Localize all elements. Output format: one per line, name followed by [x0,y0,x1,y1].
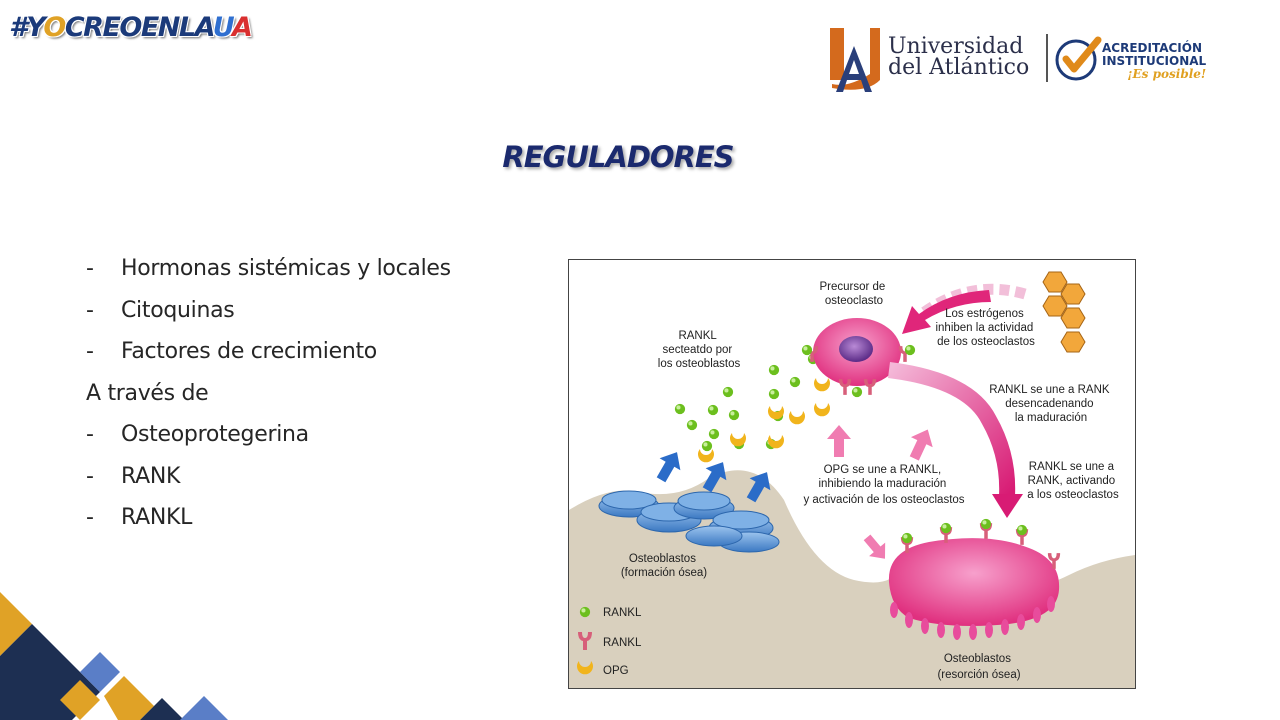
label-osteoclasts: Osteoblastos (resorción ósea) [937,653,1021,681]
list-dash: - [86,297,94,323]
list-item-text: RANKL [121,505,193,530]
hashtag-segment: CREOENLA [64,12,213,43]
list-subheading [86,377,451,419]
up-arrow-icon [651,446,688,486]
university-logo [826,22,1236,94]
regulators-list [86,252,451,543]
accreditation-badge [1102,42,1206,81]
label-precursor: Precursor de osteoclasto [819,281,886,307]
list-item-text: A través de [86,380,209,406]
green-dot-icon [580,607,590,617]
list-item-text: Hormonas sistémicas y locales [121,256,451,281]
list-dash: - [86,339,94,364]
list-item-text: Citoquinas [121,297,235,323]
hashtag-segment: O [43,12,65,43]
list-item [86,294,451,336]
legend-label: RANKL [603,607,642,619]
rank-rankl-opg-diagram [568,259,1136,689]
label-rankl-activate: RANKL se une a RANK, activando a los osteoclastos [1027,461,1119,501]
list-item [86,418,451,460]
hashtag-segment: A [232,12,252,43]
label-opg: OPG se une a RANKL, inhibiendo la maduración y activación de los osteoclastos [803,464,965,506]
list-dash: - [86,256,94,281]
hashtag-segment: #Y [9,12,44,43]
list-dash: - [86,463,94,489]
accreditation-check-icon [1054,34,1104,84]
university-name-line1: Universidad [888,34,1024,59]
estrogen-hexagons [1043,272,1085,352]
list-item [86,335,451,377]
pink-up-arrow-icon [827,425,851,457]
pink-down-arrow-icon [859,531,893,566]
legend-label: RANKL [603,637,642,649]
university-emblem-icon [826,24,886,94]
label-estrogen: Los estrógenos inhiben la actividad de los osteoclastos [935,308,1035,348]
accreditation-line2: INSTITUCIONAL [1102,54,1207,68]
list-item-text: Factores de crecimiento [121,339,377,364]
opg-molecules [698,378,830,462]
hashtag-segment: U [212,12,232,43]
list-item [86,252,451,294]
logo-divider [1046,34,1048,82]
corner-decoration [0,560,240,720]
accreditation-line1: ACREDITACIÓN [1102,41,1203,55]
list-item [86,501,451,543]
list-item [86,460,451,502]
label-osteoblasts: Osteoblastos (formación ósea) [620,553,708,579]
page-title: REGULADORES [502,140,734,174]
list-item-text: RANK [121,463,181,489]
university-name-line2: del Atlántico [888,55,1030,80]
list-dash: - [86,422,94,447]
accreditation-slogan: ¡Es posible! [1127,67,1207,81]
label-rankl-rank: RANKL se une a RANK desencadenando la maduración [989,384,1110,424]
legend-label: OPG [603,665,629,677]
list-dash: - [86,505,94,530]
hashtag-title [9,12,251,43]
list-item-text: Osteoprotegerina [121,422,309,447]
label-rankl-secreted: RANKL secteatdo por los osteoblastos [657,330,741,370]
pink-up-arrow-icon [903,424,938,463]
university-name [888,36,1029,78]
